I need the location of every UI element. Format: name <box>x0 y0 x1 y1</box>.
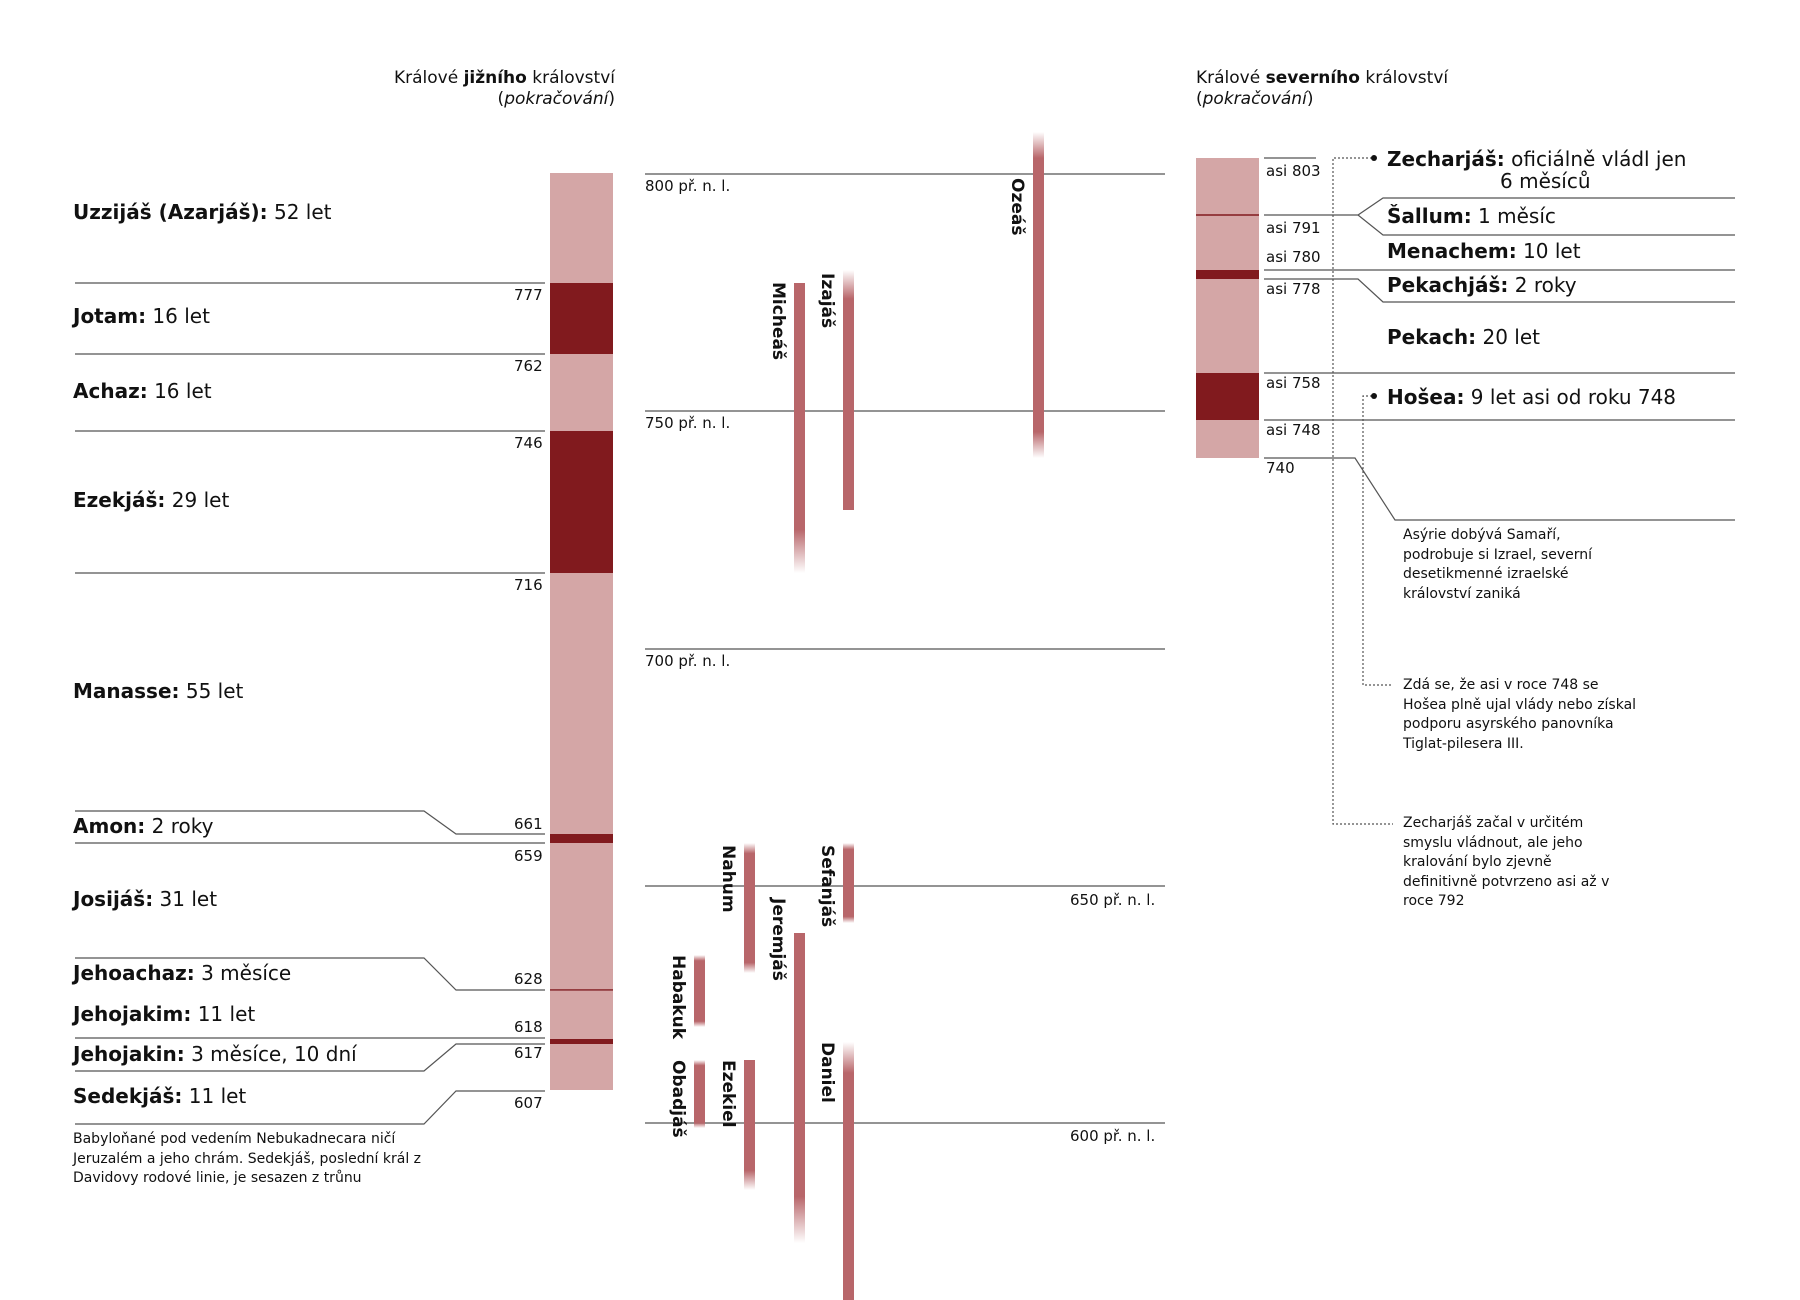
north-year-label: asi 780 <box>1266 248 1321 266</box>
north-year-label: asi 791 <box>1266 219 1321 237</box>
year-label: 618 <box>514 1018 543 1036</box>
reign-segment-achaz <box>550 354 613 431</box>
north-king-label: Menachem: 10 let <box>1387 239 1581 263</box>
north-king-label-cont: 6 měsíců <box>1500 169 1591 193</box>
north-king-label: Zecharjáš: oficiálně vládl jen <box>1387 147 1687 171</box>
prophet-bar-obadjas <box>694 1060 705 1128</box>
prophet-label-obadjas: Obadjáš <box>668 1060 688 1138</box>
king-label: Jehojakim: 11 let <box>73 1002 256 1026</box>
north-note: Asýrie dobývá Samaří, podrobuje si Izrael, severní desetikmenné izraelské království zaniká <box>1403 527 1592 602</box>
north-segment-pekach <box>1196 279 1259 373</box>
south-dividers <box>75 283 545 1124</box>
year-label: 607 <box>514 1094 543 1112</box>
prophet-bar-jeremjas <box>794 933 805 1243</box>
king-label: Ezekjáš: 29 let <box>73 488 230 512</box>
king-label: Josijáš: 31 let <box>73 887 218 911</box>
king-label: Uzzijáš (Azarjáš): 52 let <box>73 200 332 224</box>
king-label: Achaz: 16 let <box>73 379 212 403</box>
north-king-label: Pekachjáš: 2 roky <box>1387 273 1577 297</box>
axis-label: 650 př. n. l. <box>1070 891 1156 909</box>
prophet-label-daniel: Daniel <box>817 1042 837 1103</box>
prophet-bar-sefanjas <box>843 843 854 923</box>
axis-label: 800 př. n. l. <box>645 177 731 195</box>
year-label: 746 <box>514 434 543 452</box>
axis-label: 750 př. n. l. <box>645 414 731 432</box>
south-header: Králové jižního království (pokračování) <box>393 68 615 109</box>
axis-label: 700 př. n. l. <box>645 652 731 670</box>
king-label: Sedekjáš: 11 let <box>73 1084 247 1108</box>
prophet-label-sefanjas: Sefanjáš <box>817 845 837 928</box>
south-reign-bar <box>550 173 613 1090</box>
north-king-label: Šallum: 1 měsíc <box>1387 204 1556 228</box>
year-label: 661 <box>514 815 543 833</box>
prophet-label-ezekiel: Ezekiel <box>718 1060 738 1128</box>
north-note: Zdá se, že asi v roce 748 se Hošea plně ujal vlády nebo získal podporu asyrského panovníka Tiglat-pilesera III. <box>1403 677 1637 752</box>
king-label: Amon: 2 roky <box>73 814 214 838</box>
dotted-connectors <box>1333 158 1393 824</box>
prophet-bar-habakuk <box>694 955 705 1027</box>
prophet-label-nahum: Nahum <box>718 845 738 913</box>
north-segment-hosea-1 <box>1196 373 1259 420</box>
year-label: 716 <box>514 576 543 594</box>
year-label: 777 <box>514 286 543 304</box>
year-label: 628 <box>514 970 543 988</box>
reign-segment-jehojakim <box>550 991 613 1039</box>
year-label: 762 <box>514 357 543 375</box>
king-label: Manasse: 55 let <box>73 679 244 703</box>
prophet-label-ozeas: Ozeáš <box>1007 178 1027 236</box>
north-year-label: 740 <box>1266 459 1295 477</box>
reign-segment-ezekjas <box>550 431 613 573</box>
year-label: 659 <box>514 847 543 865</box>
south-note: Babyloňané pod vedením Nebukadnecara ničí Jeruzalém a jeho chrám. Sedekjáš, poslední král z Davidovy rodové linie, je sesazen z trůnu <box>73 1131 422 1186</box>
axis-lines <box>645 174 1165 1123</box>
prophet-bar-ozeas <box>1033 132 1044 458</box>
prophet-label-habakuk: Habakuk <box>668 955 688 1040</box>
reign-segment-josijas <box>550 843 613 990</box>
prophet-label-izajas: Izajáš <box>817 273 837 329</box>
north-king-label: Hošea: 9 let asi od roku 748 <box>1387 385 1677 409</box>
north-king-label: Pekach: 20 let <box>1387 325 1540 349</box>
reign-segment-manasse <box>550 573 613 834</box>
north-segment-hosea-2 <box>1196 420 1259 458</box>
reign-segment-sedekjas <box>550 1044 613 1090</box>
reign-segment-amon <box>550 834 613 843</box>
north-note: Zecharjáš začal v určitém smyslu vládnout, ale jeho kralování bylo zjevně definitivně potvrzeno asi až v roce 792 <box>1403 815 1610 909</box>
reign-segment-jehojakin <box>550 1039 613 1044</box>
north-segment-pekachjas <box>1196 270 1259 279</box>
king-label: Jehoachaz: 3 měsíce <box>73 961 292 985</box>
prophet-label-jeremjas: Jeremjáš <box>768 898 788 981</box>
prophet-bar-micheas <box>794 283 805 573</box>
prophet-bar-izajas <box>843 270 854 510</box>
year-label: 617 <box>514 1044 543 1062</box>
north-year-label: asi 778 <box>1266 280 1321 298</box>
king-label: Jehojakin: 3 měsíce, 10 dní <box>73 1042 357 1066</box>
reign-segment-uzzijas <box>550 173 613 283</box>
north-year-label: asi 758 <box>1266 374 1321 392</box>
north-segment-1 <box>1196 158 1259 270</box>
north-year-label: asi 803 <box>1266 162 1321 180</box>
north-year-label: asi 748 <box>1266 421 1321 439</box>
north-header: Králové severního království (pokračování) <box>1196 68 1449 109</box>
prophet-label-micheas: Micheáš <box>768 282 788 361</box>
axis-label: 600 př. n. l. <box>1070 1127 1156 1145</box>
prophet-bars <box>694 132 1044 1300</box>
prophet-bar-daniel <box>843 1042 854 1300</box>
prophet-bar-nahum <box>744 843 755 973</box>
prophet-bar-ezekiel <box>744 1060 755 1190</box>
reign-segment-jotam <box>550 283 613 354</box>
king-label: Jotam: 16 let <box>73 304 210 328</box>
north-reign-bar <box>1196 158 1259 458</box>
